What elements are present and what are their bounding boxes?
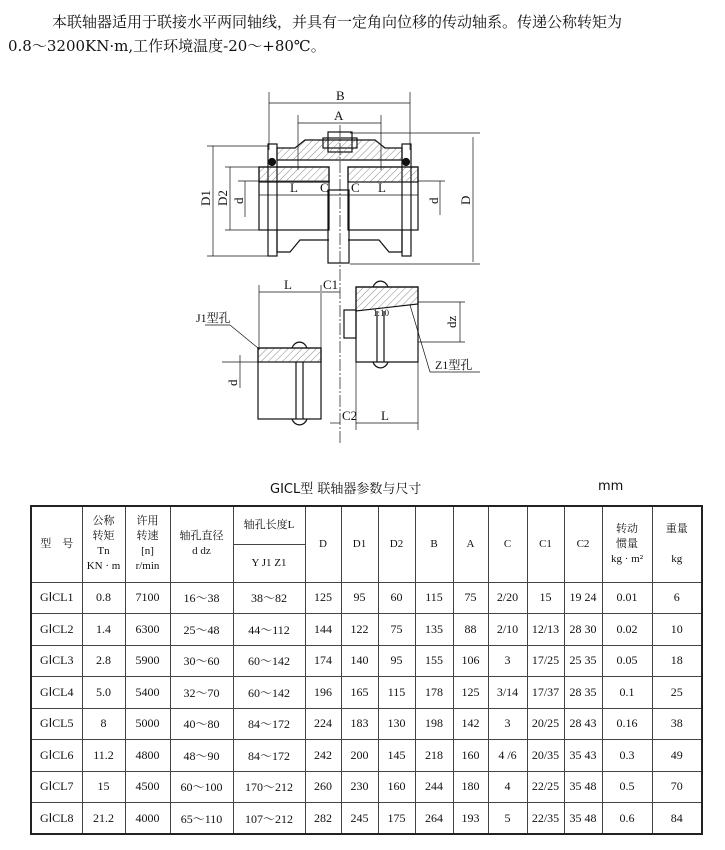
label-A: A (334, 108, 344, 123)
table-cell: 175 (378, 803, 415, 835)
header-C1: C1 (527, 506, 564, 582)
table-row (31, 740, 702, 772)
table-cell: 88 (453, 614, 488, 646)
table-cell: 38～82 (233, 582, 305, 614)
table-cell: 20/35 (527, 740, 564, 772)
table-cell: 125 (453, 677, 488, 709)
label-C-left: C (320, 180, 329, 195)
table-cell: 84 (652, 803, 702, 835)
intro-line-1: 本联轴器适用于联接水平两同轴线，并具有一定角向位移的传动轴系。传递公称转矩为 (52, 13, 623, 31)
table-cell: 170～212 (233, 771, 305, 803)
header-weight: 重量 kg (652, 506, 702, 582)
table-cell: 15 (527, 582, 564, 614)
table-cell: 142 (453, 708, 488, 740)
table-cell: GⅠCL2 (31, 614, 82, 646)
header-D1: D1 (341, 506, 378, 582)
table-cell: 130 (378, 708, 415, 740)
label-C-right: C (351, 180, 360, 195)
label-L-left: L (290, 180, 298, 195)
table-cell: 28 30 (564, 614, 602, 646)
table-cell: 3 (488, 708, 527, 740)
table-cell: 282 (305, 803, 341, 835)
table-cell: 8 (82, 708, 125, 740)
table-cell: 224 (305, 708, 341, 740)
table-cell: 4000 (125, 803, 170, 835)
table-cell: 4 (488, 771, 527, 803)
label-C2: C2 (342, 408, 358, 423)
label-C1: C1 (323, 277, 339, 292)
header-length: 轴孔长度L (233, 506, 305, 544)
table-cell: 65～110 (170, 803, 233, 835)
table-cell: 4800 (125, 740, 170, 772)
table-cell: 16～38 (170, 582, 233, 614)
label-Z1-bore: Z1型孔 (435, 358, 473, 372)
table-cell: 4 /6 (488, 740, 527, 772)
table-cell: 183 (341, 708, 378, 740)
table-cell: 5 (488, 803, 527, 835)
table-row (31, 771, 702, 803)
table-cell: 218 (415, 740, 453, 772)
table-cell: 115 (415, 582, 453, 614)
table-cell: GⅠCL4 (31, 677, 82, 709)
table-row (31, 708, 702, 740)
header-torque: 公称 转矩 Tn KN · m (82, 506, 125, 582)
table-cell: 260 (305, 771, 341, 803)
label-L-z1: L (381, 408, 389, 423)
table-cell: 145 (378, 740, 415, 772)
header-D: D (305, 506, 341, 582)
table-cell: 3/14 (488, 677, 527, 709)
table-cell: 70 (652, 771, 702, 803)
table-cell: 60～142 (233, 645, 305, 677)
table-cell: 32～70 (170, 677, 233, 709)
table-title: GⅠCL型 联轴器参数与尺寸 (270, 482, 422, 497)
table-cell: 244 (415, 771, 453, 803)
table-cell: 5.0 (82, 677, 125, 709)
label-B: B (336, 88, 345, 103)
table-cell: 95 (378, 645, 415, 677)
header-D2: D2 (378, 506, 415, 582)
table-cell: 84～172 (233, 740, 305, 772)
label-D: D (458, 195, 473, 205)
table-cell: 60～100 (170, 771, 233, 803)
table-cell: 40～80 (170, 708, 233, 740)
table-cell: 28 35 (564, 677, 602, 709)
table-cell: 60～142 (233, 677, 305, 709)
table-cell: 5400 (125, 677, 170, 709)
table-cell: 60 (378, 582, 415, 614)
header-length-sub: Y J1 Z1 (233, 544, 305, 582)
table-cell: 5900 (125, 645, 170, 677)
header-bore: 轴孔直径 d dz (170, 506, 233, 582)
label-L-j1: L (284, 277, 292, 292)
table-cell: 2.8 (82, 645, 125, 677)
label-dz: dz (444, 315, 459, 328)
table-cell: 115 (378, 677, 415, 709)
table-cell: 0.1 (602, 677, 652, 709)
table-cell: 75 (453, 582, 488, 614)
table-cell: 19 24 (564, 582, 602, 614)
table-cell: 180 (453, 771, 488, 803)
table-cell: 264 (415, 803, 453, 835)
table-cell: 25 (652, 677, 702, 709)
table-cell: GⅠCL5 (31, 708, 82, 740)
header-speed: 许用 转速 [n] r/min (125, 506, 170, 582)
table-cell: 17/37 (527, 677, 564, 709)
label-D2: D2 (215, 190, 230, 206)
table-cell: 15 (82, 771, 125, 803)
table-cell: 106 (453, 645, 488, 677)
table-cell: 0.5 (602, 771, 652, 803)
table-unit: mm (598, 479, 624, 494)
table-cell: 22/25 (527, 771, 564, 803)
table-cell: 95 (341, 582, 378, 614)
table-cell: 0.8 (82, 582, 125, 614)
table-cell: 6300 (125, 614, 170, 646)
table-cell: 144 (305, 614, 341, 646)
table-cell: 230 (341, 771, 378, 803)
table-cell: 245 (341, 803, 378, 835)
parameters-table (30, 505, 703, 835)
table-cell: 4500 (125, 771, 170, 803)
table-row (31, 645, 702, 677)
table-cell: 28 43 (564, 708, 602, 740)
table-cell: 17/25 (527, 645, 564, 677)
table-cell: 178 (415, 677, 453, 709)
table-cell: 3 (488, 645, 527, 677)
table-cell: 174 (305, 645, 341, 677)
table-cell: 242 (305, 740, 341, 772)
table-cell: GⅠCL3 (31, 645, 82, 677)
label-taper: 1:10 (373, 308, 390, 318)
label-J1-bore: J1型孔 (196, 311, 231, 325)
table-cell: 125 (305, 582, 341, 614)
table-cell: 5000 (125, 708, 170, 740)
label-d-right: d (426, 197, 441, 204)
table-cell: 38 (652, 708, 702, 740)
table-cell: 25～48 (170, 614, 233, 646)
table-cell: 35 43 (564, 740, 602, 772)
table-cell: 135 (415, 614, 453, 646)
table-row (31, 803, 702, 835)
table-cell: 12/13 (527, 614, 564, 646)
table-cell: 25 35 (564, 645, 602, 677)
table-cell: 0.3 (602, 740, 652, 772)
label-d-top: d (231, 197, 246, 204)
table-row (31, 614, 702, 646)
table-cell: 200 (341, 740, 378, 772)
table-cell: 2/10 (488, 614, 527, 646)
header-C2: C2 (564, 506, 602, 582)
label-d-j1: d (225, 379, 240, 386)
table-cell: 165 (341, 677, 378, 709)
table-cell: GⅠCL7 (31, 771, 82, 803)
table-row (31, 677, 702, 709)
table-cell: 35 48 (564, 771, 602, 803)
table-cell: 7100 (125, 582, 170, 614)
table-row (31, 582, 702, 614)
table-cell: 198 (415, 708, 453, 740)
table-cell: 35 48 (564, 803, 602, 835)
center-plate (328, 190, 349, 263)
table-cell: 122 (341, 614, 378, 646)
table-cell: 196 (305, 677, 341, 709)
table-cell: 0.01 (602, 582, 652, 614)
table-cell: 75 (378, 614, 415, 646)
table-cell: 0.16 (602, 708, 652, 740)
table-cell: 84～172 (233, 708, 305, 740)
table-cell: GⅠCL6 (31, 740, 82, 772)
header-B: B (415, 506, 453, 582)
table-cell: 2/20 (488, 582, 527, 614)
table-cell: 18 (652, 645, 702, 677)
table-cell: 193 (453, 803, 488, 835)
table-cell: 107～212 (233, 803, 305, 835)
header-inertia: 转动 惯量 kg · m² (602, 506, 652, 582)
table-cell: 20/25 (527, 708, 564, 740)
table-cell: 0.6 (602, 803, 652, 835)
label-L-right: L (378, 180, 386, 195)
table-cell: GⅠCL1 (31, 582, 82, 614)
table-cell: 49 (652, 740, 702, 772)
table-cell: 44～112 (233, 614, 305, 646)
header-model: 型 号 (31, 506, 82, 582)
table-cell: 0.02 (602, 614, 652, 646)
table-cell: 22/35 (527, 803, 564, 835)
table-cell: 10 (652, 614, 702, 646)
table-cell: 6 (652, 582, 702, 614)
intro-line-2: 0.8～3200KN·m,工作环境温度-20～+80℃。 (8, 37, 326, 55)
table-cell: 21.2 (82, 803, 125, 835)
table-cell: 30～60 (170, 645, 233, 677)
header-A: A (453, 506, 488, 582)
table-cell: 155 (415, 645, 453, 677)
table-cell: GⅠCL8 (31, 803, 82, 835)
table-cell: 160 (453, 740, 488, 772)
table-cell: 0.05 (602, 645, 652, 677)
label-D1: D1 (198, 190, 213, 206)
table-cell: 140 (341, 645, 378, 677)
header-C: C (488, 506, 527, 582)
table-cell: 48～90 (170, 740, 233, 772)
table-cell: 11.2 (82, 740, 125, 772)
table-cell: 160 (378, 771, 415, 803)
table-cell: 1.4 (82, 614, 125, 646)
